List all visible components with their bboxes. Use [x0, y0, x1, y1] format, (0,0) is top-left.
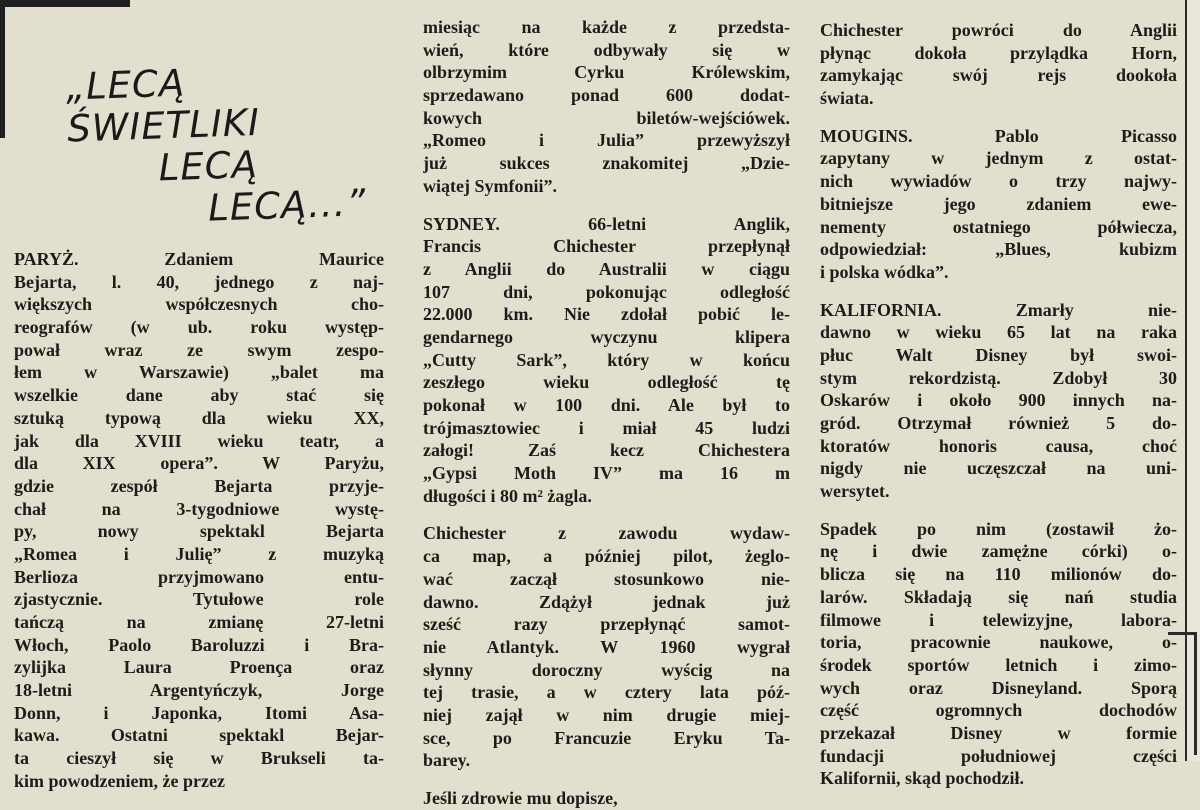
text-line: ca map, a później pilot, żeglo- [423, 546, 790, 567]
text-line: trójmasztowiec i miał 45 ludzi [423, 417, 790, 438]
text-line: dawno w wieku 65 lat na raka [820, 322, 1177, 343]
text-line: załogi! Zaś kecz Chichestera [423, 440, 790, 461]
paragraph-gap [423, 772, 790, 787]
text-line: niej zajął w nim drugie miej- [423, 704, 790, 725]
text-line: 107 dni, pokonując odległość [423, 281, 790, 302]
text-line: fundacji południowej części [820, 745, 1177, 766]
text-line: kim powodzeniem, że przez [14, 770, 225, 791]
text-line: chał na 3-tygodniowe wystę- [14, 498, 384, 519]
article-title [45, 57, 368, 235]
text-line: płuc Walt Disney był swoi- [820, 344, 1177, 365]
text-line: dla XIX opera”. W Paryżu, [14, 453, 384, 474]
title-line-2: LECĄ [157, 142, 259, 190]
text-line: sprzedawano ponad 600 dodat- [423, 85, 790, 106]
text-line: Francis Chichester przepłynął [423, 236, 790, 257]
text-line: Chichester powróci do Anglii [820, 20, 1177, 40]
title-line-1: „LECĄ ŚWIETLIKI [65, 61, 261, 151]
text-line: miesiąc na każde z przedsta- [423, 17, 790, 37]
text-line: „Cutty Sark”, który w końcu [423, 349, 790, 370]
text-line: zapytany w jednym z ostat- [820, 148, 1177, 169]
text-line: sztuką typową dla wieku XX, [14, 407, 384, 428]
text-line: już sukces znakomitej „Dzie- [423, 153, 790, 174]
text-line: sce, po Francuzie Eryku Ta- [423, 727, 790, 748]
text-line: wień, które odbywały się w [423, 39, 790, 60]
paragraph-gap [423, 507, 790, 522]
text-line: SYDNEY. 66-letni Anglik, [423, 213, 790, 234]
text-line: płynąc dokoła przylądka Horn, [820, 42, 1177, 63]
column-left [14, 248, 384, 793]
text-line: wszelkie dane aby stać się [14, 385, 384, 406]
text-line: stym rekordzistą. Zdobył 30 [820, 367, 1177, 388]
text-line: Bejarta, l. 40, jednego z naj- [14, 271, 384, 292]
text-line: Oskarów i około 900 innych na- [820, 390, 1177, 411]
title-line-3: LECĄ...” [207, 181, 368, 230]
text-line: Jeśli zdrowie mu dopisze, [423, 788, 618, 808]
text-line: bitniejsze jego zdaniem ewe- [820, 193, 1177, 214]
text-line: nę i dwie zamężne córki) o- [820, 541, 1177, 562]
text-line: z Anglii do Australii w ciągu [423, 258, 790, 279]
text-line: zjastycznie. Tytułowe role [14, 589, 384, 610]
text-line: larów. Składają się nań studia [820, 586, 1177, 607]
text-line: wych oraz Disneyland. Sporą [820, 677, 1177, 698]
text-line: Donn, i Japonka, Itomi Asa- [14, 702, 384, 723]
text-line: odpowiedział: „Blues, kubizm [820, 239, 1177, 260]
text-line: nigdy nie uczęszczał na uni- [820, 458, 1177, 479]
text-line: tej trasie, a w cztery lata póź- [423, 682, 790, 703]
text-line: dawno. Zdążył jednak już [423, 591, 790, 612]
text-line: nich wywiadów o trzy najwy- [820, 171, 1177, 192]
text-line: „Romeo i Julia” przewyższył [423, 130, 790, 151]
frame-corner-rule [0, 0, 130, 7]
text-line: Włoch, Paolo Baroluzzi i Bra- [14, 634, 384, 655]
text-line: i polska wódka”. [820, 261, 949, 282]
text-line: nie Atlantyk. W 1960 wygrał [423, 636, 790, 657]
text-line: długości i 80 m² żagla. [423, 485, 592, 506]
text-line: gendarnego wyczynu klipera [423, 326, 790, 347]
paragraph-gap [820, 110, 1177, 125]
text-line: wać zaczął stosunkowo nie- [423, 568, 790, 589]
text-line: wiątej Symfonii”. [423, 175, 557, 196]
column-right [820, 19, 1177, 790]
text-line: gród. Otrzymał również 5 do- [820, 413, 1177, 433]
text-line: barey. [423, 750, 471, 771]
text-line: Spadek po nim (zostawił żo- [820, 518, 1177, 539]
text-line: Chichester z zawodu wydaw- [423, 523, 790, 544]
text-line: ktoratów honoris causa, choć [820, 435, 1177, 456]
text-line: wersytet. [820, 481, 890, 502]
text-line: zeszłego wieku odległość tę [423, 372, 790, 393]
text-line: 22.000 km. Nie zdołał pobić le- [423, 304, 790, 325]
text-line: nementy ostatniego półwiecza, [820, 216, 1177, 237]
text-line: świata. [820, 88, 874, 109]
text-line: pokonał w 100 dni. Ale był to [423, 395, 790, 415]
paragraph-gap [820, 503, 1177, 518]
text-line: „Romea i Julię” z muzyką [14, 543, 384, 564]
text-line: reografów (w ub. roku występ- [14, 317, 384, 338]
text-line: słynny doroczny wyścig na [423, 659, 790, 680]
text-line: łem w Warszawie) „balet ma [14, 362, 384, 383]
text-line: większych współczesnych cho- [14, 294, 384, 315]
text-line: gdzie zespół Bejarta przyje- [14, 475, 384, 496]
text-line: część ogromnych dochodów [820, 700, 1177, 721]
text-line: jak dla XVIII wieku teatr, a [14, 430, 384, 451]
text-line: blicza się na 110 milionów do- [820, 564, 1177, 585]
text-line: toria, pracownie naukowe, o- [820, 632, 1177, 653]
text-line: pował wraz ze swym zespo- [14, 339, 384, 360]
paragraph-gap [820, 284, 1177, 299]
frame-left-rule [0, 0, 5, 138]
text-line: przekazał Disney w formie [820, 722, 1177, 743]
text-line: „Gypsi Moth IV” ma 16 m [423, 463, 790, 484]
text-line: zylijka Laura Proença oraz [14, 657, 384, 678]
text-line: PARYŻ. Zdaniem Maurice [14, 249, 384, 269]
text-line: środek sportów letnich i zimo- [820, 654, 1177, 675]
text-line: KALIFORNIA. Zmarły nie- [820, 299, 1177, 320]
text-line: ta cieszył się w Brukseli ta- [14, 748, 384, 769]
text-line: zamykając swój rejs dookoła [820, 65, 1177, 86]
text-line: MOUGINS. Pablo Picasso [820, 125, 1177, 146]
text-line: sześć razy przepłynąć samot- [423, 614, 790, 635]
text-line: filmowe i telewizyjne, labora- [820, 609, 1177, 630]
paragraph-gap [423, 198, 790, 213]
text-line: tańczą na zmianę 27-letni [14, 612, 384, 632]
text-line: Berlioza przyjmowano entu- [14, 566, 384, 587]
text-line: 18-letni Argentyńczyk, Jorge [14, 680, 384, 701]
text-line: olbrzymim Cyrku Królewskim, [423, 62, 790, 83]
text-line: kowych biletów-wejściówek. [423, 107, 790, 128]
column-middle [423, 16, 790, 810]
text-line: py, nowy spektakl Bejarta [14, 521, 384, 542]
text-line: kawa. Ostatni spektakl Bejar- [14, 725, 384, 746]
text-line: Kalifornii, skąd pochodził. [820, 768, 1025, 789]
